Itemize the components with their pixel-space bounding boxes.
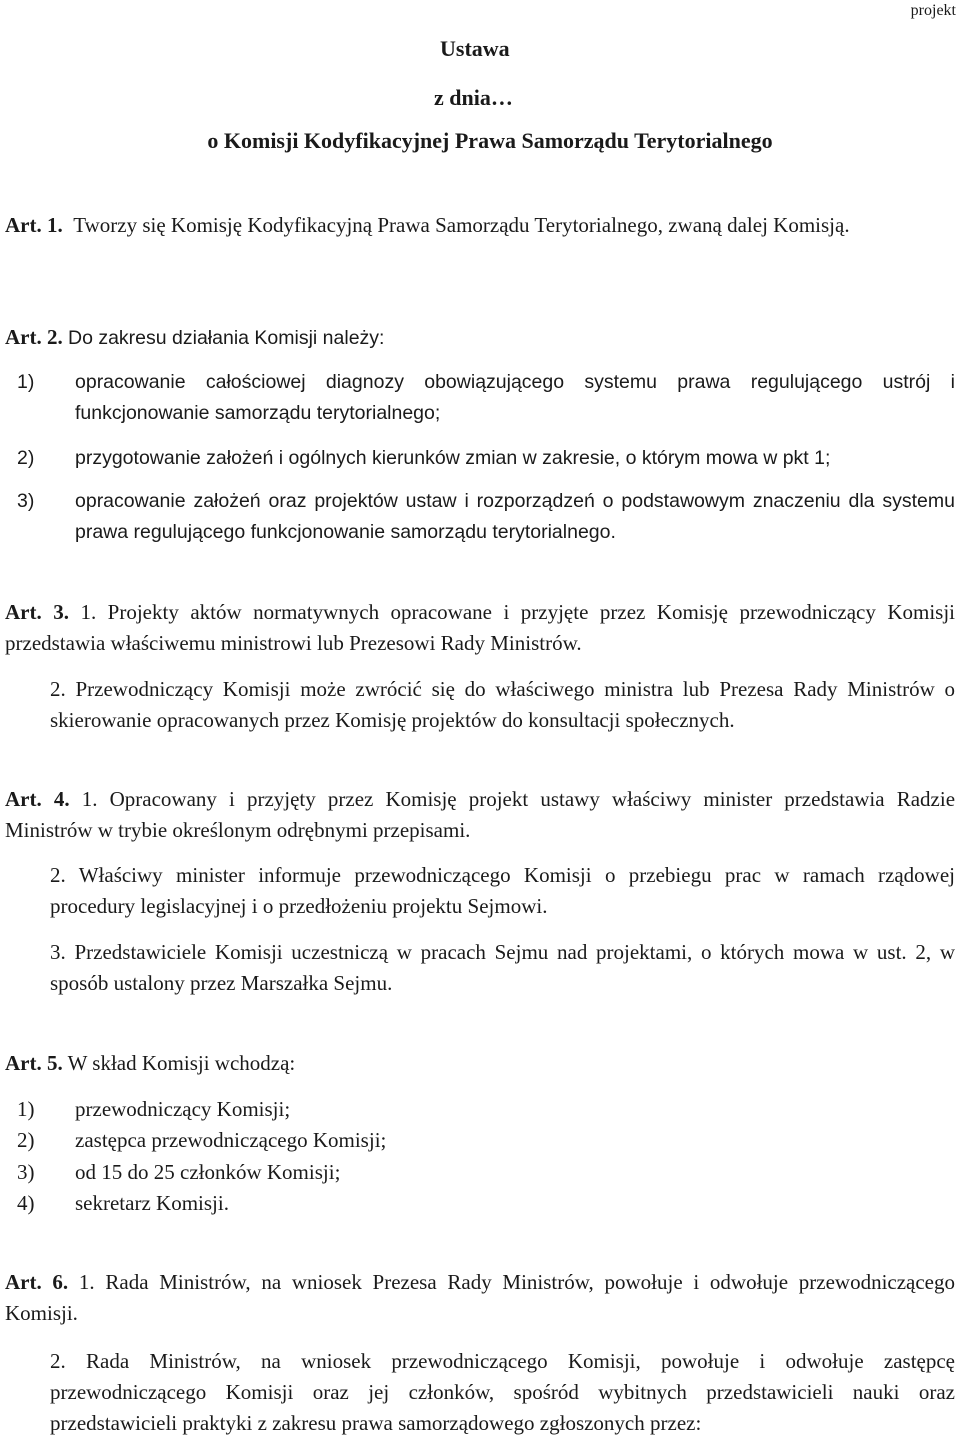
article-6-par-2: 2. Rada Ministrów, na wniosek przewodniczącego Komisji, powołuje i odwołuje zastępcę przewodniczącego Komisji oraz jej członków, spośród wybitnych przedstawicieli nauki oraz przedstawicieli praktyki z zakresu prawa samorządowego zgłoszonych przez: [50,1349,955,1435]
article-4-par-2: 2. Właściwy minister informuje przewodniczącego Komisji o przebiegu prac w ramach rządowej procedury legislacyjnej i o przedłożeniu projektu Sejmowi. [50,863,955,918]
article-4-number: Art. 4. [5,787,70,811]
article-3-par-1 [5,597,955,659]
item-text: opracowanie całościowej diagnozy obowiązującego systemu prawa regulującego ustrój i funkcjonowanie samorządu terytorialnego; [75,371,955,424]
item-text: sekretarz Komisji. [75,1191,229,1215]
article-4-par-3: 3. Przedstawiciele Komisji uczestniczą w pracach Sejmu nad projektami, o których mowa w ust. 2, w sposób ustalony przez Marszałka Sejmu. [50,940,955,995]
item-number: 2) [17,1128,35,1152]
article-2-item [17,367,955,429]
article-6-par-1 [5,1267,955,1329]
article-2-intro: Do zakresu działania Komisji należy: [67,327,385,349]
article-5-intro: W skład Komisji wchodzą: [67,1051,296,1075]
item-number: 4) [17,1191,35,1215]
article-5-number: Art. 5. [5,1051,63,1075]
item-number: 3) [17,1160,35,1184]
article-1 [5,210,955,241]
title-act-type: Ustawa [440,36,510,61]
item-number: 3) [17,490,35,512]
article-1-number: Art. 1. [5,213,63,237]
item-text: opracowanie założeń oraz projektów ustaw i rozporządzeń o podstawowym znaczeniu dla systemu prawa regulującego funkcjonowanie samorządu terytorialnego. [75,490,955,543]
item-number: 1) [17,1097,35,1121]
item-number: 2) [17,447,35,469]
article-5 [5,1048,955,1079]
item-text: zastępca przewodniczącego Komisji; [75,1128,387,1152]
article-2-item [17,486,955,548]
article-2-item [17,443,955,474]
article-4-par-1 [5,784,955,846]
article-4-text-1: 1. Opracowany i przyjęty przez Komisję projekt ustawy właściwy minister przedstawia Radzie Ministrów w trybie określonym odrębnymi przepisami. [5,787,956,842]
article-2 [5,322,955,354]
item-text: przewodniczący Komisji; [75,1097,291,1121]
article-6-number: Art. 6. [5,1270,69,1294]
item-number: 1) [17,371,35,393]
article-3-number: Art. 3. [5,600,69,624]
article-3-par-2: 2. Przewodniczący Komisji może zwrócić się do właściwego ministra lub Prezesa Rady Ministrów o skierowanie opracowanych przez Komisję projektów do konsultacji społecznych. [50,677,955,732]
draft-label: projekt [910,2,956,19]
item-text: przygotowanie założeń i ogólnych kierunków zmian w zakresie, o którym mowa w pkt 1; [75,447,831,469]
article-5-item [17,1188,955,1219]
title-date: z dnia… [434,85,513,110]
article-5-item [17,1125,955,1156]
article-2-number: Art. 2. [5,325,63,349]
article-5-item [17,1157,955,1188]
article-6-text-1: 1. Rada Ministrów, na wniosek Prezesa Rady Ministrów, powołuje i odwołuje przewodniczącego Komisji. [5,1270,956,1325]
title-subject: o Komisji Kodyfikacyjnej Prawa Samorządu Terytorialnego [207,128,773,153]
article-1-text: Tworzy się Komisję Kodyfikacyjną Prawa Samorządu Terytorialnego, zwaną dalej Komisją. [73,213,850,237]
item-text: od 15 do 25 członków Komisji; [75,1160,341,1184]
article-3-text-1: 1. Projekty aktów normatywnych opracowane i przyjęte przez Komisję przewodniczący Komisji przedstawia właściwemu ministrowi lub Prezesowi Rady Ministrów. [5,600,956,655]
article-5-item [17,1094,955,1125]
